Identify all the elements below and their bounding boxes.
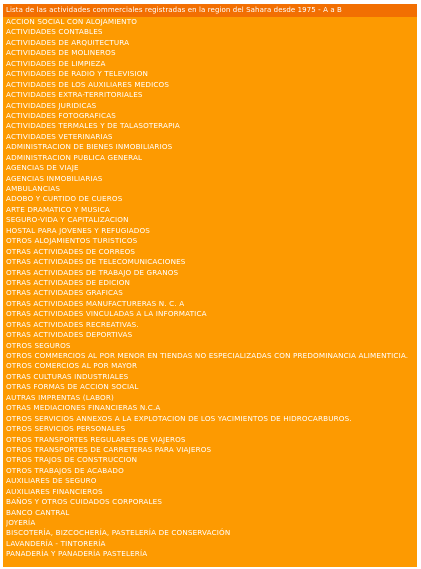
activity-list-item[interactable]: ACTIVIDADES VETERINARIAS [6, 131, 113, 141]
activity-list-item[interactable]: ADMINISTRACION PUBLICA GENERAL [6, 152, 143, 162]
activity-list-item[interactable]: ACTIVIDADES DE ARQUITECTURA [6, 37, 130, 47]
activity-list-item[interactable]: ACTIVIDADES DE LIMPIEZA [6, 58, 106, 68]
activity-list [3, 17, 417, 560]
activity-list-item[interactable]: ADMINISTRACION DE BIENES INMOBILIARIOS [6, 142, 173, 152]
activity-list-item[interactable]: OTRAS ACTIVIDADES RECREATIVAS. [6, 319, 139, 329]
activity-list-item[interactable]: ACTIVIDADES TERMALES Y DE TALASOTERAPIA [6, 121, 180, 131]
activity-list-item[interactable]: AUTRAS IMPRENTAS (LABOR) [6, 392, 114, 402]
activity-list-item[interactable]: OTROS COMMERCIOS AL POR MENOR EN TIENDAS NO ESPECIALIZADAS CON PREDOMINANCIA ALIMENTICIA. [6, 351, 409, 360]
activity-list-item[interactable]: OTROS SEGUROS [6, 340, 71, 350]
activity-list-item[interactable]: OTROS COMERCIOS AL POR MAYOR [6, 361, 138, 371]
activity-list-item[interactable]: PANADERÍA Y PANADERÍA PASTELERÍA [6, 549, 148, 559]
activity-list-item[interactable]: OTRAS ACTIVIDADES VINCULADAS A LA INFORMATICA [6, 309, 207, 319]
activity-list-item[interactable]: OTROS TRABAJOS DE ACABADO [6, 465, 124, 475]
activity-list-item[interactable]: SEGURO-VIDA Y CAPITALIZACION [6, 215, 129, 225]
activity-list-item[interactable]: OTRAS ACTIVIDADES DE CORREOS [6, 246, 136, 256]
activity-list-item[interactable]: OTRAS ACTIVIDADES DEPORTIVAS [6, 330, 133, 340]
activity-list-item[interactable]: OTROS SERVICIOS ANNEXOS A LA EXPLOTACION DE LOS YACIMIENTOS DE HIDROCARBUROS. [6, 413, 352, 423]
activity-list-item[interactable]: BISCOTERÍA, BIZCOCHERÍA, PASTELERÍA DE CONSERVACIÓN [6, 528, 231, 538]
activity-list-item[interactable]: OTROS SERVICIOS PERSONALES [6, 424, 126, 434]
activity-list-item[interactable]: ACTIVIDADES FOTOGRAFICAS [6, 110, 116, 120]
activity-list-item[interactable]: OTRAS FORMAS DE ACCION SOCIAL [6, 382, 139, 392]
activity-list-item[interactable]: ACTIVIDADES EXTRA-TERRITORIALES [6, 90, 143, 100]
activity-list-item[interactable]: OTROS ALOJAMIENTOS TURISTICOS [6, 236, 138, 246]
activities-panel [3, 4, 417, 567]
activity-list-item[interactable]: JOYERÍA [6, 518, 36, 527]
activity-list-item[interactable]: OTRAS ACTIVIDADES DE TRABAJO DE GRANOS [6, 267, 179, 277]
activity-list-item[interactable]: ACCION SOCIAL CON ALOJAMIENTO [6, 17, 138, 26]
activity-list-item[interactable]: ACTIVIDADES JURIDICAS [6, 100, 97, 110]
activity-list-item[interactable]: AGENCIAS INMOBILIARIAS [6, 173, 103, 183]
activity-list-item[interactable]: ACTIVIDADES DE RADIO Y TELEVISION [6, 69, 149, 79]
activity-list-item[interactable]: AUXILIARES DE SEGURO [6, 476, 97, 486]
activity-list-item[interactable]: OTROS TRANSPORTES REGULARES DE VIAJEROS [6, 434, 186, 444]
activity-list-item[interactable]: LAVANDERÍA - TINTORERÍA [6, 538, 106, 548]
activity-list-item[interactable]: OTROS TRANSPORTES DE CARRETERAS PARA VIAJEROS [6, 444, 212, 454]
activity-list-item[interactable]: ACTIVIDADES CONTABLES [6, 27, 103, 37]
activity-list-item[interactable]: OTRAS MEDIACIONES FINANCIERAS N.C.A [6, 403, 161, 413]
activity-list-item[interactable]: OTRAS ACTIVIDADES DE TELECOMUNICACIONES [6, 257, 186, 267]
activity-list-item[interactable]: ADOBO Y CURTIDO DE CUEROS [6, 194, 123, 204]
activity-list-item[interactable]: HOSTAL PARA JOVENES Y REFUGIADOS [6, 225, 150, 235]
activity-list-item[interactable]: AGENCIAS DE VIAJE [6, 163, 79, 173]
panel-title: Lista de las actividades commerciales registradas en la region del Sahara desde 1975 - A a B [3, 4, 417, 17]
activity-list-item[interactable]: OTROS TRAJOS DE CONSTRUCCION [6, 455, 138, 465]
activity-list-item[interactable]: ACTIVIDADES DE MOLINEROS [6, 48, 116, 58]
activity-list-item[interactable]: AMBULANCIAS [6, 184, 61, 193]
activity-list-item[interactable]: ARTE DRAMATICO Y MUSICA [6, 204, 110, 214]
activity-list-item[interactable]: AUXILIARES FINANCIEROS [6, 486, 103, 496]
activity-list-item[interactable]: OTRAS ACTIVIDADES MANUFACTURERAS N. C. A [6, 298, 185, 308]
activity-list-item[interactable]: BANCO CANTRAL [6, 507, 70, 517]
activity-list-item[interactable]: OTRAS ACTIVIDADES DE EDICION [6, 277, 131, 287]
activity-list-item[interactable]: ACTIVIDADES DE LOS AUXILIARES MEDICOS [6, 79, 170, 89]
activity-list-item[interactable]: OTRAS ACTIVIDADES GRAFICAS [6, 288, 123, 298]
activity-list-item[interactable]: OTRAS CULTURAS INDUSTRIALES [6, 371, 129, 381]
activity-list-item[interactable]: BAÑOS Y OTROS CUIDADOS CORPORALES [6, 497, 163, 507]
